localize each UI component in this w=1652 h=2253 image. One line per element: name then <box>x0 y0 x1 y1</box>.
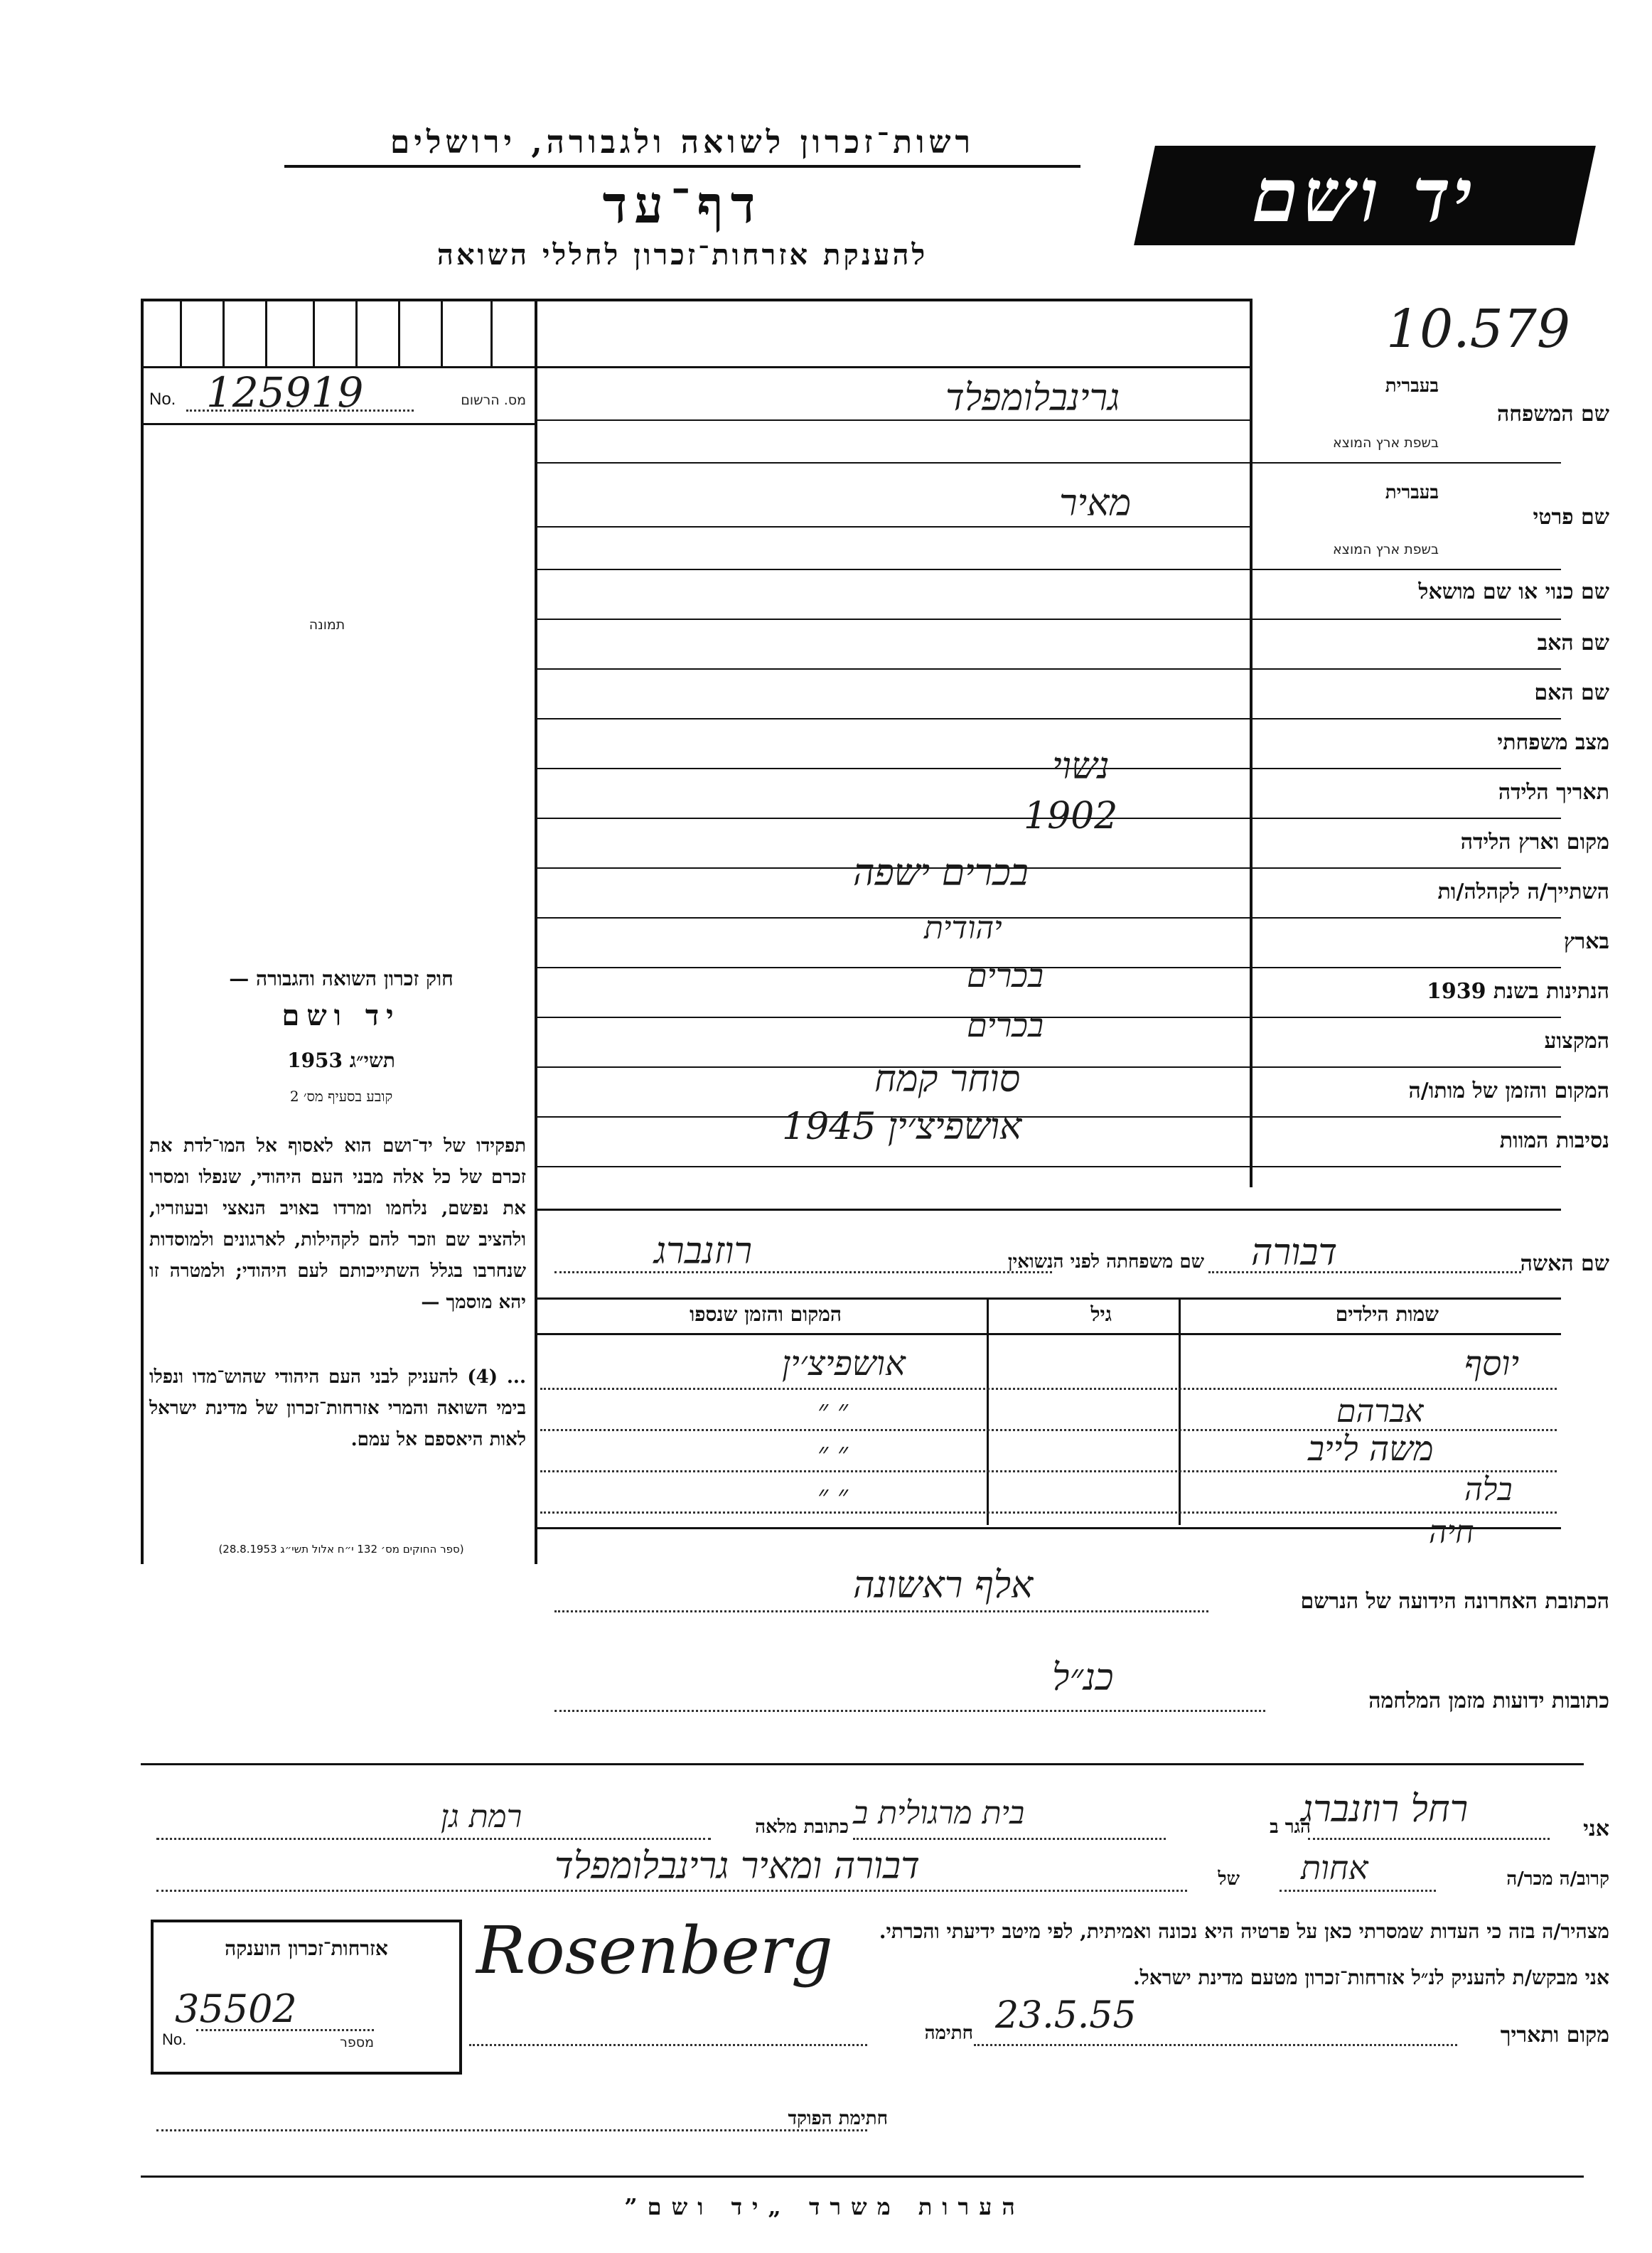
authority-underline <box>284 165 1080 168</box>
box-tick-3 <box>265 299 267 366</box>
law-source: (ספר החוקים מס׳ 132 י״ח אלול תשי״ג 28.8.1953) <box>218 1543 464 1556</box>
law-paragraph-2: ... (4) להעניק לבני העם היהודי שהוש־מדו ונפלו בימי השואה והמרי אזרחות־זכרון של מדינת ישראל לאות היאספם אל עמם. <box>149 1366 526 1450</box>
residing-value: בית מרגולית ב <box>853 1795 1025 1831</box>
last-address-dotted-line <box>554 1610 1208 1612</box>
residing-dotted-line <box>853 1838 1166 1840</box>
row-line <box>537 1209 1561 1211</box>
declarant-i-label: אני <box>1583 1816 1609 1841</box>
last-address-label: הכתובת האחרונה הידועה של הנרשם <box>1300 1589 1609 1614</box>
reg-underline <box>141 423 537 425</box>
last-address-value: אלף ראשונה <box>853 1564 1034 1607</box>
form-title: דף־עד <box>602 174 763 235</box>
nickname-label: שם כנוי או שם מושאל <box>1418 579 1609 604</box>
place-date-label: מקום ותאריך <box>1500 2023 1609 2048</box>
child-name: חיה <box>1429 1514 1474 1551</box>
row-line <box>537 718 1561 719</box>
wife-maiden-label: שם משפחתה לפני הנשואין <box>1007 1251 1204 1273</box>
citizenship-granted-box <box>151 1920 462 2075</box>
birth-place-label: מקום וארץ הלידה <box>1460 830 1609 855</box>
citizenship-number-dotted-line <box>196 2029 374 2031</box>
wife-value: דבורה <box>1251 1231 1338 1274</box>
family-name-value: גרינבלומפלד <box>945 377 1120 419</box>
officer-signature-dotted-line <box>156 2129 867 2131</box>
child-name: בלה <box>1464 1472 1513 1508</box>
left-column-divider <box>535 299 537 1564</box>
address-dotted-line <box>156 1838 711 1840</box>
death-place-time-value: אושפיצ׳ין 1945 <box>782 1106 1022 1148</box>
box-tick-6 <box>398 299 400 366</box>
declarant-signature: Rosenberg <box>476 1912 833 1989</box>
reg-number: 125919 <box>206 368 364 417</box>
request-text: אני מבקש/ת להעניק לנ״ל אזרחות־זכרון מטעם מדינת ישראל. <box>1132 1966 1609 1989</box>
wife-maiden-value: רוזנברג <box>654 1230 753 1273</box>
children-header-place-time: המקום והזמן שנספו <box>690 1302 842 1326</box>
law-year: תשי״ג 1953 <box>287 1049 395 1072</box>
first-name-hebrew-label: בעברית <box>1385 482 1439 503</box>
row-line <box>537 419 1250 421</box>
family-name-origin-label: בשפת ארץ המוצא <box>1332 435 1439 451</box>
death-cause-label: נסיבות המוות <box>1499 1128 1609 1153</box>
community-label: השתייך/ה לקהלה/ות <box>1437 879 1609 904</box>
section-divider <box>141 1763 1584 1765</box>
row-line <box>537 1017 1561 1018</box>
box-tick-5 <box>355 299 358 366</box>
row-line <box>537 462 1561 464</box>
country-label: בארץ <box>1563 929 1609 954</box>
country-value: בכרים <box>967 956 1044 995</box>
residing-label: הגר ב <box>1270 1816 1311 1838</box>
citizenship-box-prefix: No. <box>162 2030 187 2048</box>
child-place: ״ ״ <box>817 1479 849 1512</box>
address-value: רמת גן <box>441 1799 522 1835</box>
table-row <box>540 1470 1557 1472</box>
father-label: שם האב <box>1537 631 1609 655</box>
children-table-bottom <box>537 1527 1561 1529</box>
marital-value: נשוי <box>1052 745 1110 788</box>
photo-label: תמונה <box>309 617 345 633</box>
first-name-value: מאיר <box>1059 482 1132 525</box>
frame-top <box>141 299 1250 301</box>
right-column-divider <box>1250 299 1253 1187</box>
profession-value: סוחר קמח <box>874 1058 1021 1101</box>
community-value-2: יהודית <box>924 910 1002 946</box>
footer-note: הערות משרד „יד ושם” <box>624 2193 1025 2220</box>
community-value: בכרים ישפה <box>853 852 1029 894</box>
law-clause: קובע בסעיף מס׳ 2 <box>289 1088 393 1105</box>
declarant-name-dotted-line <box>1308 1838 1550 1840</box>
child-place: ״ ״ <box>817 1437 849 1470</box>
children-col-divider-1 <box>1179 1297 1181 1525</box>
authority-title: רשות־זכרון לשואה ולגבורה, ירושלים <box>390 124 975 161</box>
mother-label: שם האם <box>1534 680 1609 705</box>
war-address-value: כנ״ל <box>1052 1657 1114 1699</box>
reg-label: מס. הרשום <box>461 392 526 408</box>
law-title: חוק זכרון השואה והגבורה — <box>229 967 454 990</box>
table-row <box>540 1388 1557 1390</box>
footer-divider <box>141 2176 1584 2178</box>
row-line <box>537 1116 1561 1118</box>
of-value: דבורה ומאיר גרינבלומפלד <box>554 1845 920 1888</box>
war-address-dotted-line <box>554 1710 1265 1712</box>
row-line <box>537 867 1561 869</box>
citizenship-box-number-label: מספר <box>340 2035 374 2050</box>
child-place: ״ ״ <box>817 1394 849 1427</box>
marital-label: מצב משפחתי <box>1497 730 1609 755</box>
law-paragraph-1: תפקידו של יד־ושם הוא לאסוף אל המו־לדת את זכרם של כל אלה מבני העם היהודי, שנפלו ומסרו את נפשם, נלחמו ומרדו באויב הנאצי ובעוזריו, ולהציב שם וזכר להם לקהילות, לארגונים ולמוסדות שנחרבו בגלל השתייכותם לעם היהודי; ולמטרה זו יהא מוסמך — <box>149 1135 526 1313</box>
place-date-value: 23.5.55 <box>995 1994 1137 2037</box>
row-line <box>537 1066 1561 1068</box>
row-line <box>537 526 1250 528</box>
reg-prefix: No. <box>149 390 176 409</box>
relative-label: קרוב/ה מכר/ה <box>1506 1868 1609 1890</box>
signature-label: חתימה <box>924 2023 973 2044</box>
family-name-hebrew-label: בעברית <box>1385 375 1439 397</box>
place-date-dotted-line <box>974 2044 1457 2046</box>
family-name-label: שם המשפחה <box>1496 402 1609 427</box>
relative-value: אחות <box>1301 1848 1368 1887</box>
frame-left <box>141 299 144 1564</box>
children-header-names: שמות הילדים <box>1335 1302 1439 1326</box>
birth-date-value: 1902 <box>1024 795 1118 837</box>
row-line <box>537 967 1561 968</box>
first-name-label: שם פרטי <box>1533 505 1609 530</box>
of-dotted-line <box>156 1890 1187 1892</box>
first-name-origin-label: בשפת ארץ המוצא <box>1332 542 1439 557</box>
address-label: כתובת מלאה <box>755 1816 849 1838</box>
logo-text: יד ושם <box>1243 151 1486 239</box>
box-tick-7 <box>441 299 443 366</box>
child-place: אושפיצ׳ין <box>782 1344 906 1384</box>
war-address-label: כתובות ידועות מזמן המלחמה <box>1368 1689 1609 1713</box>
child-name: יוסף <box>1464 1344 1520 1384</box>
law-name: יד ושם <box>281 999 401 1032</box>
row-line <box>537 668 1561 670</box>
yad-vashem-logo <box>1134 146 1596 245</box>
declarant-name-value: רחל רוזנברג <box>1301 1788 1469 1831</box>
children-col-divider-2 <box>987 1297 989 1525</box>
children-header-age: גיל <box>1090 1302 1112 1326</box>
birth-date-label: תאריך הלידה <box>1498 780 1609 805</box>
row-line <box>537 768 1561 769</box>
box-tick-8 <box>490 299 493 366</box>
officer-signature-label: חתימת הפוקד <box>788 2108 888 2129</box>
citizenship-box-title: אזרחות־זכרון הוענקה <box>225 1937 388 1960</box>
row-line <box>537 619 1561 620</box>
child-name: משה לייב <box>1308 1429 1434 1469</box>
death-place-time-label: המקום והזמן של מותו/ה <box>1408 1079 1609 1103</box>
relative-dotted-line <box>1280 1890 1436 1892</box>
declaration-text: מצהיר/ה בזה כי העדות שמסרתי כאן על פרטיה היא נכונה ואמיתית, לפי מיטב ידיעתי והכרתי. <box>879 1920 1609 1943</box>
form-subtitle: להענקת אזרחות־זכרון לחללי השואה <box>436 238 928 272</box>
table-row <box>540 1511 1557 1514</box>
profession-label: המקצוע <box>1544 1029 1609 1054</box>
child-name: אברהם <box>1336 1393 1424 1430</box>
citizenship-box-number: 35502 <box>175 1986 297 2031</box>
wife-label: שם האשה <box>1520 1251 1609 1276</box>
of-label: של <box>1218 1868 1240 1890</box>
citizenship-1939-value: בכרים <box>967 1006 1044 1044</box>
maiden-dotted-line <box>554 1271 1052 1273</box>
box-tick-4 <box>313 299 315 366</box>
children-table-top <box>537 1297 1561 1300</box>
box-tick-1 <box>180 299 182 366</box>
box-tick-2 <box>222 299 225 366</box>
signature-dotted-line <box>469 2044 867 2046</box>
row-line <box>537 1166 1561 1167</box>
file-number: 10.579 <box>1386 299 1570 360</box>
row-line <box>537 569 1561 570</box>
children-header-bottom <box>537 1333 1561 1335</box>
citizenship-1939-label: הנתינות בשנת 1939 <box>1426 979 1609 1004</box>
row-line <box>537 917 1561 919</box>
